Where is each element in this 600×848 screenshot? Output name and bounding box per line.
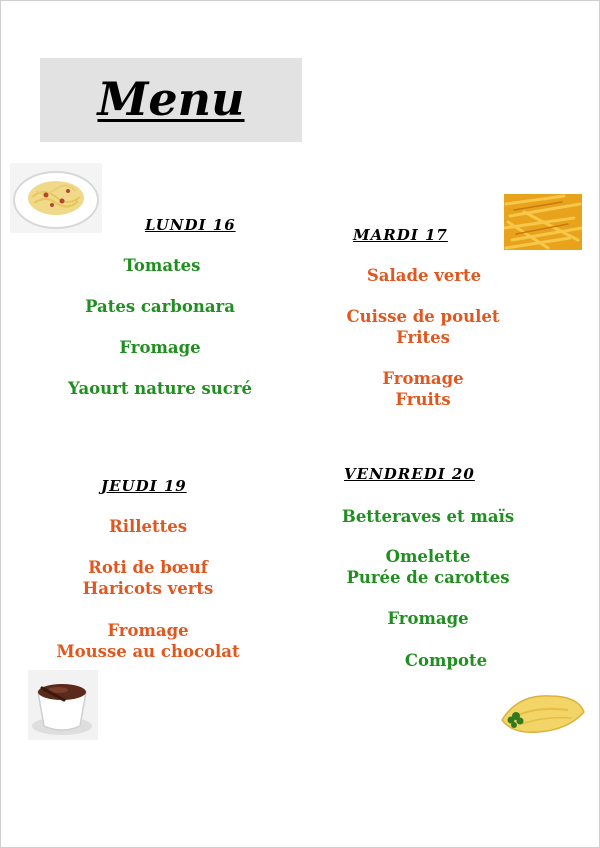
month-wordart	[334, 78, 534, 208]
dish-mardi-3: Frites	[396, 328, 450, 347]
dish-lundi-1: Tomates	[123, 256, 201, 275]
dish-jeudi-4: Fromage	[107, 621, 189, 640]
day-heading-mardi: MARDI 17	[353, 226, 448, 244]
dish-vendredi-3: Purée de carottes	[346, 568, 510, 587]
dish-mardi-1: Salade verte	[366, 266, 482, 285]
omelette-image	[498, 686, 586, 738]
dish-mardi-5: Fruits	[395, 390, 451, 409]
pasta-plate-image	[10, 163, 102, 233]
dish-jeudi-3: Haricots verts	[82, 579, 214, 598]
title-box	[40, 58, 302, 142]
fries-image	[504, 194, 582, 250]
chocolate-mousse-image	[28, 670, 98, 740]
month-banner	[334, 78, 534, 208]
dish-lundi-2: Pates carbonara	[85, 297, 235, 316]
dish-jeudi-1: Rillettes	[108, 517, 188, 536]
dish-vendredi-2: Omelette	[385, 547, 471, 566]
day-heading-lundi: LUNDI 16	[145, 216, 236, 234]
day-heading-vendredi: VENDREDI 20	[344, 465, 475, 483]
dish-vendredi-4: Fromage	[387, 609, 469, 628]
dish-mardi-2: Cuisse de poulet	[346, 307, 500, 326]
dish-mardi-4: Fromage	[382, 369, 464, 388]
dish-lundi-3: Fromage	[119, 338, 201, 357]
day-heading-jeudi: JEUDI 19	[101, 477, 187, 495]
page-title: Menu	[97, 72, 245, 126]
dish-jeudi-5: Mousse au chocolat	[56, 642, 240, 661]
dish-vendredi-5: Compote	[404, 651, 488, 670]
dish-vendredi-1: Betteraves et maïs	[341, 507, 515, 526]
dish-lundi-4: Yaourt nature sucré	[67, 379, 253, 398]
dish-jeudi-2: Roti de bœuf	[88, 558, 208, 577]
